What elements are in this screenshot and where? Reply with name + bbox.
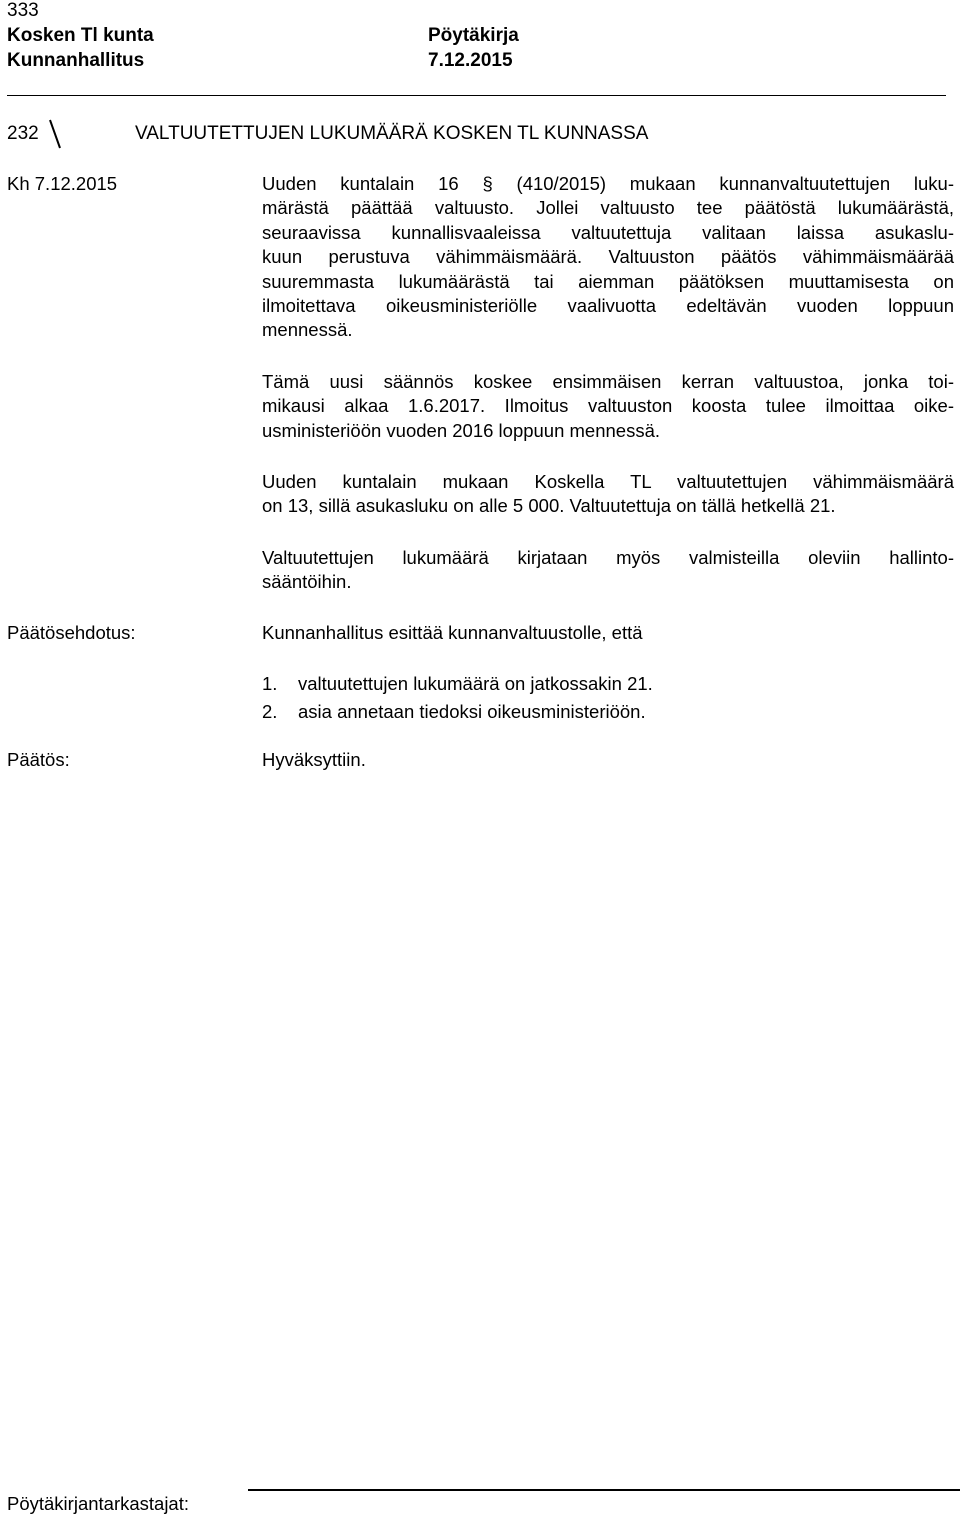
kh-date-label: Kh 7.12.2015 [7,173,118,194]
paragraph-line: usministeriöön vuoden 2016 loppuun mennessä. [262,419,661,441]
list-item-text: valtuutettujen lukumäärä on jatkossakin 21. [298,673,653,694]
proposal-label: Päätösehdotus: [7,622,136,643]
paragraph-line: märästä päättää valtuusto. Jollei valtuusto tee päätöstä lukumäärästä, [262,197,954,219]
footer-signature-line [248,1489,960,1491]
paragraph-minimum-count [262,470,954,519]
paragraph-administrative-rules [262,546,954,595]
paragraph-line: seuraavissa kunnallisvaaleissa valtuutettuja valitaan laissa asukaslu- [262,221,954,243]
list-item [262,672,653,696]
governing-body: Kunnanhallitus [7,50,145,71]
list-item-number: 1. [262,673,278,694]
paragraph-legal-basis [262,172,954,343]
list-item-text: asia annetaan tiedoksi oikeusministeriöön. [298,701,646,722]
paragraph-line: sääntöihin. [262,571,352,593]
paragraph-line: mennessä. [262,319,353,341]
header-divider [7,95,946,96]
section-sign-icon [46,119,64,149]
page-number: 333 [7,0,39,21]
section-title: VALTUUTETTUJEN LUKUMÄÄRÄ KOSKEN TL KUNNASSA [135,123,649,144]
paragraph-line: ilmoitettava oikeusministeriölle vaalivuotta edeltävän vuoden loppuun [262,294,954,316]
paragraph-line: Tämä uusi säännös koskee ensimmäisen kerran valtuustoa, jonka toi- [262,371,954,392]
proposal-text: Kunnanhallitus esittää kunnanvaltuustolle, että [262,622,643,643]
list-item [262,700,646,724]
decision-label: Päätös: [7,749,70,770]
document-type: Pöytäkirja [428,25,519,46]
paragraph-line: kuun perustuva vähimmäismäärä. Valtuuston päätös vähimmäismäärää [262,246,954,268]
municipality-name: Kosken Tl kunta [7,25,154,46]
paragraph-line: Uuden kuntalain 16 § (410/2015) mukaan kunnanvaltuutettujen luku- [262,173,954,194]
paragraph-line: suuremmasta lukumäärästä tai aiemman päätöksen muuttamisesta on [262,270,954,292]
paragraph-line: on 13, sillä asukasluku on alle 5 000. Valtuutettuja on tällä hetkellä 21. [262,495,836,517]
footer-reviewers-label: Pöytäkirjantarkastajat: [7,1493,190,1514]
meeting-date: 7.12.2015 [428,50,513,71]
decision-text: Hyväksyttiin. [262,749,366,770]
paragraph-first-application [262,370,954,443]
section-number: 232 [7,123,39,144]
paragraph-line: Uuden kuntalain mukaan Koskella TL valtuutettujen vähimmäismäärä [262,471,954,492]
list-item-number: 2. [262,701,278,722]
paragraph-line: mikausi alkaa 1.6.2017. Ilmoitus valtuuston koosta tulee ilmoittaa oike- [262,395,954,417]
paragraph-line: Valtuutettujen lukumäärä kirjataan myös valmisteilla oleviin hallinto- [262,547,954,568]
